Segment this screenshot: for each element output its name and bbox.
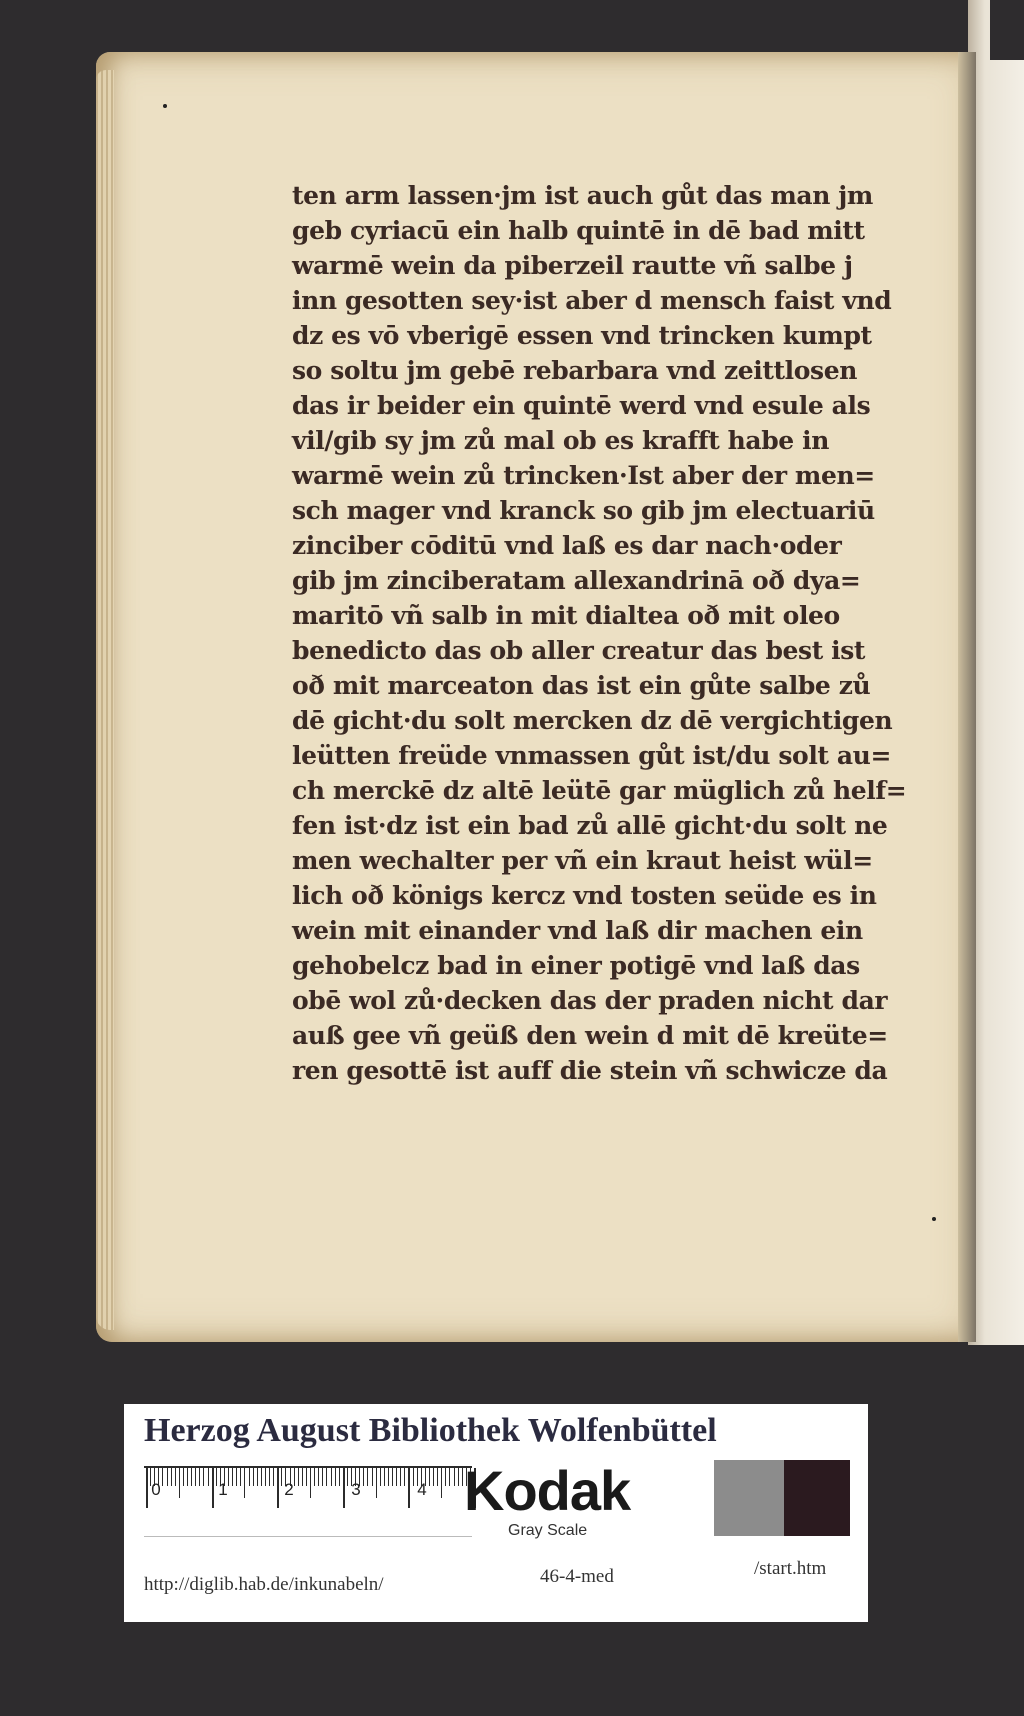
ruler-tick <box>445 1468 446 1486</box>
ruler-tick <box>236 1468 237 1486</box>
ruler-tick <box>314 1468 315 1486</box>
ruler-tick <box>175 1468 176 1486</box>
ruler-tick <box>306 1468 307 1486</box>
ruler-tick <box>318 1468 319 1486</box>
paper-speck <box>932 1217 936 1221</box>
text-line: vil/gib sy jm zů mal ob es krafft habe in <box>292 426 829 455</box>
gray-swatch-white <box>644 1460 714 1536</box>
ruler-tick <box>167 1468 168 1486</box>
ruler-tick <box>310 1468 311 1498</box>
ruler-tick <box>376 1468 377 1498</box>
ruler-tick <box>183 1468 184 1486</box>
color-calibration-card <box>124 1404 868 1622</box>
ruler-tick <box>458 1468 459 1486</box>
text-line: wein mit einander vnd laß dir machen ein <box>292 916 863 945</box>
ruler-tick <box>400 1468 401 1486</box>
shelfmark: 46-4-med <box>540 1566 614 1587</box>
ruler-tick <box>187 1468 188 1486</box>
text-line: gehobelcz bad in einer potigē vnd laß das <box>292 951 860 980</box>
ruler-label: 4 <box>417 1480 427 1499</box>
ruler-label: 0 <box>151 1480 161 1499</box>
ruler-tick <box>441 1468 442 1498</box>
text-line: warmē wein zů trincken·Ist aber der men= <box>292 461 875 490</box>
ruler-tick <box>249 1468 250 1486</box>
kodak-logo: Kodak <box>464 1459 631 1522</box>
ruler-tick <box>244 1468 245 1498</box>
ruler-label: 2 <box>284 1480 294 1499</box>
ruler-tick <box>195 1468 196 1486</box>
text-line: gib jm zinciberatam allexandrinā oð dya= <box>292 566 861 595</box>
ruler-tick <box>199 1468 200 1486</box>
ruler-tick <box>367 1468 368 1486</box>
ruler-tick <box>322 1468 323 1486</box>
ruler-tick <box>404 1468 405 1486</box>
text-line: inn gesotten sey·ist aber d mensch faist vnd <box>292 286 892 315</box>
ruler-tick <box>208 1468 209 1486</box>
gray-swatch-mid <box>714 1460 784 1536</box>
ruler-tick <box>331 1468 332 1486</box>
text-line: sch mager vnd kranck so gib jm electuariū <box>292 496 875 525</box>
text-line: ch merckē dz altē leütē gar müglich zů helf= <box>292 776 907 805</box>
text-line: warmē wein da piberzeil rautte vñ salbe j <box>292 251 853 280</box>
text-line: auß gee vñ geüß den wein d mit dē kreüte= <box>292 1021 888 1050</box>
paper-speck <box>163 104 167 108</box>
text-line: zinciber cōditū vnd laß es dar nach·oder <box>292 531 842 560</box>
ruler-tick <box>380 1468 381 1486</box>
text-line: benedicto das ob aller creatur das best ist <box>292 636 866 665</box>
ruler-tick <box>437 1468 438 1486</box>
ruler-tick <box>302 1468 303 1486</box>
ruler-tick <box>388 1468 389 1486</box>
text-line: lich oð königs kercz vnd tosten seüde es in <box>292 881 877 910</box>
ruler-tick <box>265 1468 266 1486</box>
ruler-tick <box>392 1468 393 1486</box>
ruler-tick <box>240 1468 241 1486</box>
text-line: oð mit marceaton das ist ein gůte salbe zů <box>292 671 871 700</box>
ruler-tick <box>203 1468 204 1486</box>
text-line: dē gicht·du solt mercken dz dē vergichtigen <box>292 706 893 735</box>
text-line: fen ist·dz ist ein bad zů allē gicht·du solt ne <box>292 811 888 840</box>
text-line: men wechalter per vñ ein kraut heist wül= <box>292 846 873 875</box>
gray-swatch-dark <box>784 1460 850 1536</box>
ruler-tick <box>462 1468 463 1486</box>
facing-page-edge <box>968 0 1024 1345</box>
text-line: leütten freüde vnmassen gůt ist/du solt au= <box>292 741 891 770</box>
ruler-tick <box>449 1468 450 1486</box>
book-gutter <box>958 52 976 1342</box>
ruler-tick <box>433 1468 434 1486</box>
ruler-tick <box>454 1468 455 1486</box>
ruler-tick <box>191 1468 192 1486</box>
text-line: das ir beider ein quintē werd vnd esule als <box>292 391 871 420</box>
ruler-tick <box>253 1468 254 1486</box>
ruler-tick <box>273 1468 274 1486</box>
ruler-tick <box>343 1468 345 1508</box>
text-line: dz es vō vberigē essen vnd trincken kumpt <box>292 321 872 350</box>
ruler-tick <box>171 1468 172 1486</box>
text-line: so soltu jm gebē rebarbara vnd zeittlosen <box>292 356 857 385</box>
ruler-tick <box>269 1468 270 1486</box>
ruler-tick <box>179 1468 180 1498</box>
ruler-tick <box>408 1468 410 1508</box>
page-stack-edge <box>96 70 114 1330</box>
gray-scale-label: Gray Scale <box>508 1522 588 1539</box>
catalog-url: http://diglib.hab.de/inkunabeln/ <box>144 1574 384 1595</box>
ruler-label: 3 <box>351 1480 361 1499</box>
background-corner <box>990 0 1024 60</box>
ruler-tick <box>335 1468 336 1486</box>
ruler-tick <box>384 1468 385 1486</box>
text-line: ten arm lassen·jm ist auch gůt das man jm <box>292 181 873 210</box>
measurement-ruler <box>144 1466 472 1537</box>
ruler-tick <box>257 1468 258 1486</box>
text-line: maritō vñ salb in mit dialtea oð mit oleo <box>292 601 840 630</box>
text-line: ren gesottē ist auff die stein vñ schwicze da <box>292 1056 888 1085</box>
text-line: obē wol zů·decken das der praden nicht dar <box>292 986 888 1015</box>
page-text <box>292 178 907 1088</box>
ruler-tick <box>372 1468 373 1486</box>
ruler-tick <box>396 1468 397 1486</box>
text-line: geb cyriacū ein halb quintē in dē bad mitt <box>292 216 865 245</box>
ruler-tick <box>261 1468 262 1486</box>
ruler-label: 1 <box>218 1480 228 1499</box>
start-url: /start.htm <box>754 1558 827 1579</box>
ruler-tick <box>339 1468 340 1486</box>
library-name: Herzog August Bibliothek Wolfenbüttel <box>144 1412 717 1449</box>
ruler-tick <box>326 1468 327 1486</box>
